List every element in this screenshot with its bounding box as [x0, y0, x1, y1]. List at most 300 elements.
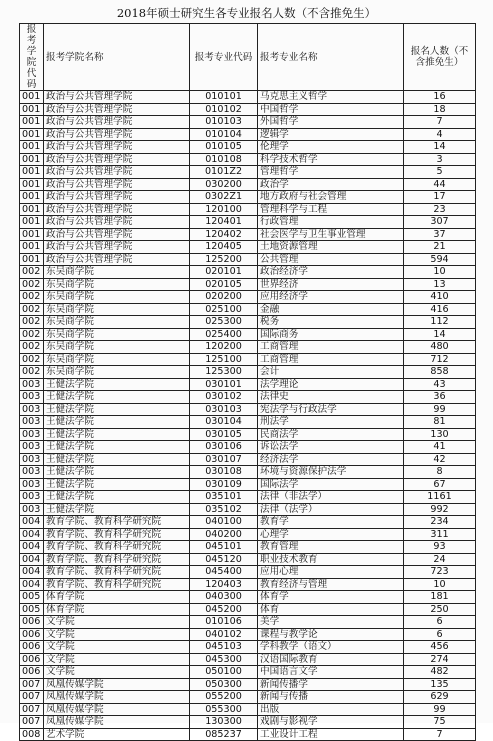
school-code-cell: 001: [20, 178, 44, 191]
major-name-cell: 诉讼法学: [258, 441, 404, 454]
school-name-cell: 政治与公共管理学院: [44, 216, 190, 229]
major-code-cell: 120200: [190, 341, 258, 354]
header-major-code: 报考专业代码: [190, 24, 258, 91]
count-cell: 93: [404, 541, 476, 554]
table-row: [20, 641, 476, 654]
school-code-cell: 005: [20, 603, 44, 616]
school-name-cell: 政治与公共管理学院: [44, 91, 190, 104]
count-cell: 10: [404, 578, 476, 591]
count-cell: 456: [404, 641, 476, 654]
school-code-cell: 003: [20, 478, 44, 491]
major-name-cell: 应用经济学: [258, 291, 404, 304]
table-row: [20, 453, 476, 466]
count-cell: 130: [404, 428, 476, 441]
school-code-cell: 006: [20, 653, 44, 666]
count-cell: 629: [404, 691, 476, 704]
count-cell: 67: [404, 478, 476, 491]
table-row: [20, 141, 476, 154]
school-name-cell: 东吴商学院: [44, 366, 190, 379]
major-name-cell: 金融: [258, 303, 404, 316]
major-name-cell: 国际法学: [258, 478, 404, 491]
count-cell: 24: [404, 553, 476, 566]
major-code-cell: 020105: [190, 278, 258, 291]
major-code-cell: 025400: [190, 328, 258, 341]
count-cell: 36: [404, 391, 476, 404]
school-name-cell: 政治与公共管理学院: [44, 116, 190, 129]
school-code-cell: 007: [20, 703, 44, 716]
major-code-cell: 010102: [190, 103, 258, 116]
major-name-cell: 新闻传播学: [258, 678, 404, 691]
count-cell: 181: [404, 591, 476, 604]
table-row: [20, 603, 476, 616]
school-code-cell: 004: [20, 528, 44, 541]
school-name-cell: 文学院: [44, 628, 190, 641]
count-cell: 99: [404, 403, 476, 416]
count-cell: 99: [404, 703, 476, 716]
count-cell: 4: [404, 128, 476, 141]
school-code-cell: 006: [20, 616, 44, 629]
school-code-cell: 004: [20, 541, 44, 554]
major-name-cell: 刑法学: [258, 416, 404, 429]
table-row: [20, 128, 476, 141]
school-code-cell: 004: [20, 578, 44, 591]
major-name-cell: 工业设计工程: [258, 728, 404, 741]
count-cell: 14: [404, 141, 476, 154]
school-name-cell: 王健法学院: [44, 503, 190, 516]
major-code-cell: 045120: [190, 553, 258, 566]
count-cell: 42: [404, 453, 476, 466]
table-row: [20, 503, 476, 516]
school-name-cell: 王健法学院: [44, 453, 190, 466]
major-code-cell: 010104: [190, 128, 258, 141]
major-name-cell: 逻辑学: [258, 128, 404, 141]
school-name-cell: 政治与公共管理学院: [44, 103, 190, 116]
school-code-cell: 001: [20, 91, 44, 104]
major-name-cell: 经济法学: [258, 453, 404, 466]
school-code-cell: 006: [20, 666, 44, 679]
major-name-cell: 民商法学: [258, 428, 404, 441]
major-code-cell: 125200: [190, 253, 258, 266]
school-name-cell: 王健法学院: [44, 478, 190, 491]
major-name-cell: 法律（非法学）: [258, 491, 404, 504]
major-name-cell: 政治经济学: [258, 266, 404, 279]
school-code-cell: 001: [20, 128, 44, 141]
major-name-cell: 会计: [258, 366, 404, 379]
major-code-cell: 125300: [190, 366, 258, 379]
school-name-cell: 东吴商学院: [44, 291, 190, 304]
count-cell: 712: [404, 353, 476, 366]
major-code-cell: 040300: [190, 591, 258, 604]
major-code-cell: 130300: [190, 716, 258, 729]
count-cell: 6: [404, 616, 476, 629]
school-code-cell: 001: [20, 216, 44, 229]
school-code-cell: 001: [20, 253, 44, 266]
school-name-cell: 教育学院、教育科学研究院: [44, 553, 190, 566]
count-cell: 6: [404, 628, 476, 641]
school-name-cell: 王健法学院: [44, 378, 190, 391]
school-name-cell: 东吴商学院: [44, 303, 190, 316]
table-row: [20, 178, 476, 191]
table-row: [20, 116, 476, 129]
school-code-cell: 003: [20, 491, 44, 504]
major-name-cell: 马克思主义哲学: [258, 91, 404, 104]
count-cell: 10: [404, 266, 476, 279]
school-code-cell: 002: [20, 266, 44, 279]
major-code-cell: 010103: [190, 116, 258, 129]
major-name-cell: 应用心理: [258, 566, 404, 579]
major-name-cell: 伦理学: [258, 141, 404, 154]
table-row: [20, 628, 476, 641]
major-code-cell: 030103: [190, 403, 258, 416]
school-name-cell: 教育学院、教育科学研究院: [44, 516, 190, 529]
count-cell: 75: [404, 716, 476, 729]
table-row: [20, 291, 476, 304]
major-name-cell: 体育: [258, 603, 404, 616]
school-code-cell: 002: [20, 341, 44, 354]
count-cell: 17: [404, 191, 476, 204]
count-cell: 307: [404, 216, 476, 229]
table-row: [20, 341, 476, 354]
table-row: [20, 228, 476, 241]
school-code-cell: 003: [20, 391, 44, 404]
table-row: [20, 428, 476, 441]
count-cell: 43: [404, 378, 476, 391]
major-name-cell: 工商管理: [258, 353, 404, 366]
major-name-cell: 外国哲学: [258, 116, 404, 129]
major-code-cell: 010105: [190, 141, 258, 154]
count-cell: 274: [404, 653, 476, 666]
count-cell: 723: [404, 566, 476, 579]
major-name-cell: 心理学: [258, 528, 404, 541]
school-name-cell: 东吴商学院: [44, 278, 190, 291]
school-name-cell: 政治与公共管理学院: [44, 153, 190, 166]
table-row: [20, 378, 476, 391]
school-code-cell: 003: [20, 453, 44, 466]
major-name-cell: 法律（法学）: [258, 503, 404, 516]
major-name-cell: 法律史: [258, 391, 404, 404]
count-cell: 1161: [404, 491, 476, 504]
major-name-cell: 环境与资源保护法学: [258, 466, 404, 479]
school-name-cell: 教育学院、教育科学研究院: [44, 578, 190, 591]
school-name-cell: 政治与公共管理学院: [44, 166, 190, 179]
count-cell: 311: [404, 528, 476, 541]
school-code-cell: 001: [20, 153, 44, 166]
school-code-cell: 001: [20, 241, 44, 254]
major-code-cell: 010101: [190, 91, 258, 104]
school-name-cell: 东吴商学院: [44, 341, 190, 354]
table-row: [20, 203, 476, 216]
school-name-cell: 政治与公共管理学院: [44, 191, 190, 204]
enrollment-table: [19, 23, 476, 741]
major-code-cell: 045103: [190, 641, 258, 654]
major-name-cell: 教育经济与管理: [258, 578, 404, 591]
major-code-cell: 020200: [190, 291, 258, 304]
school-name-cell: 政治与公共管理学院: [44, 228, 190, 241]
school-name-cell: 艺术学院: [44, 728, 190, 741]
major-code-cell: 020101: [190, 266, 258, 279]
major-code-cell: 125100: [190, 353, 258, 366]
header-major-name: 报考专业名称: [258, 24, 404, 91]
table-row: [20, 153, 476, 166]
major-code-cell: 030102: [190, 391, 258, 404]
school-code-cell: 001: [20, 103, 44, 116]
major-code-cell: 030106: [190, 441, 258, 454]
major-code-cell: 030101: [190, 378, 258, 391]
school-code-cell: 004: [20, 516, 44, 529]
major-name-cell: 体育学: [258, 591, 404, 604]
school-name-cell: 凤凰传媒学院: [44, 716, 190, 729]
major-name-cell: 法学理论: [258, 378, 404, 391]
major-code-cell: 0302Z1: [190, 191, 258, 204]
major-name-cell: 国际商务: [258, 328, 404, 341]
table-body: [20, 91, 476, 741]
table-row: [20, 616, 476, 629]
count-cell: 23: [404, 203, 476, 216]
table-row: [20, 403, 476, 416]
major-name-cell: 课程与教学论: [258, 628, 404, 641]
school-code-cell: 003: [20, 403, 44, 416]
table-row: [20, 541, 476, 554]
major-name-cell: 汉语国际教育: [258, 653, 404, 666]
count-cell: 21: [404, 241, 476, 254]
table-row: [20, 303, 476, 316]
school-name-cell: 教育学院、教育科学研究院: [44, 541, 190, 554]
school-code-cell: 006: [20, 641, 44, 654]
table-row: [20, 653, 476, 666]
table-row: [20, 353, 476, 366]
major-name-cell: 社会医学与卫生事业管理: [258, 228, 404, 241]
major-name-cell: 地方政府与社会管理: [258, 191, 404, 204]
table-row: [20, 466, 476, 479]
major-name-cell: 工商管理: [258, 341, 404, 354]
school-code-cell: 002: [20, 291, 44, 304]
table-row: [20, 103, 476, 116]
school-name-cell: 东吴商学院: [44, 316, 190, 329]
school-code-cell: 007: [20, 716, 44, 729]
count-cell: 7: [404, 728, 476, 741]
major-name-cell: 出版: [258, 703, 404, 716]
school-code-cell: 002: [20, 303, 44, 316]
table-row: [20, 316, 476, 329]
major-name-cell: 职业技术教育: [258, 553, 404, 566]
count-cell: 250: [404, 603, 476, 616]
major-code-cell: 120403: [190, 578, 258, 591]
school-name-cell: 政治与公共管理学院: [44, 128, 190, 141]
table-row: [20, 266, 476, 279]
school-name-cell: 东吴商学院: [44, 266, 190, 279]
major-name-cell: 教育管理: [258, 541, 404, 554]
school-name-cell: 王健法学院: [44, 428, 190, 441]
major-code-cell: 120100: [190, 203, 258, 216]
count-cell: 135: [404, 678, 476, 691]
school-name-cell: 东吴商学院: [44, 328, 190, 341]
major-code-cell: 010106: [190, 616, 258, 629]
table-row: [20, 666, 476, 679]
table-row: [20, 328, 476, 341]
school-code-cell: 002: [20, 278, 44, 291]
major-name-cell: 中国哲学: [258, 103, 404, 116]
table-row: [20, 478, 476, 491]
table-row: [20, 528, 476, 541]
school-name-cell: 体育学院: [44, 591, 190, 604]
table-row: [20, 253, 476, 266]
school-name-cell: 王健法学院: [44, 466, 190, 479]
school-code-cell: 001: [20, 228, 44, 241]
table-row: [20, 191, 476, 204]
major-code-cell: 055300: [190, 703, 258, 716]
major-code-cell: 045101: [190, 541, 258, 554]
school-name-cell: 王健法学院: [44, 391, 190, 404]
count-cell: 37: [404, 228, 476, 241]
count-cell: 5: [404, 166, 476, 179]
school-name-cell: 政治与公共管理学院: [44, 241, 190, 254]
table-row: [20, 703, 476, 716]
school-code-cell: 001: [20, 203, 44, 216]
major-code-cell: 120401: [190, 216, 258, 229]
school-name-cell: 政治与公共管理学院: [44, 253, 190, 266]
major-name-cell: 中国语言文学: [258, 666, 404, 679]
major-name-cell: 公共管理: [258, 253, 404, 266]
major-name-cell: 管理哲学: [258, 166, 404, 179]
major-code-cell: 030108: [190, 466, 258, 479]
count-cell: 18: [404, 103, 476, 116]
major-name-cell: 管理科学与工程: [258, 203, 404, 216]
school-code-cell: 007: [20, 691, 44, 704]
major-code-cell: 035101: [190, 491, 258, 504]
table-row: [20, 591, 476, 604]
count-cell: 44: [404, 178, 476, 191]
table-row: [20, 441, 476, 454]
table-row: [20, 691, 476, 704]
count-cell: 7: [404, 116, 476, 129]
school-name-cell: 王健法学院: [44, 403, 190, 416]
school-name-cell: 王健法学院: [44, 441, 190, 454]
table-row: [20, 91, 476, 104]
school-name-cell: 教育学院、教育科学研究院: [44, 528, 190, 541]
table-row: [20, 416, 476, 429]
major-code-cell: 030107: [190, 453, 258, 466]
school-code-cell: 003: [20, 503, 44, 516]
major-name-cell: 世界经济: [258, 278, 404, 291]
count-cell: 410: [404, 291, 476, 304]
school-name-cell: 教育学院、教育科学研究院: [44, 566, 190, 579]
major-code-cell: 030109: [190, 478, 258, 491]
school-code-cell: 003: [20, 378, 44, 391]
school-code-cell: 003: [20, 416, 44, 429]
table-row: [20, 566, 476, 579]
major-code-cell: 050100: [190, 666, 258, 679]
count-cell: 992: [404, 503, 476, 516]
school-code-cell: 003: [20, 466, 44, 479]
major-code-cell: 055200: [190, 691, 258, 704]
table-row: [20, 241, 476, 254]
major-code-cell: 045200: [190, 603, 258, 616]
school-name-cell: 文学院: [44, 641, 190, 654]
school-name-cell: 凤凰传媒学院: [44, 678, 190, 691]
table-row: [20, 578, 476, 591]
major-code-cell: 010108: [190, 153, 258, 166]
school-code-cell: 005: [20, 591, 44, 604]
school-code-cell: 003: [20, 428, 44, 441]
school-name-cell: 体育学院: [44, 603, 190, 616]
header-school-code: 报考学院代码: [20, 24, 44, 91]
count-cell: 416: [404, 303, 476, 316]
count-cell: 8: [404, 466, 476, 479]
school-code-cell: 006: [20, 628, 44, 641]
major-code-cell: 120405: [190, 241, 258, 254]
count-cell: 858: [404, 366, 476, 379]
count-cell: 594: [404, 253, 476, 266]
school-code-cell: 004: [20, 553, 44, 566]
school-name-cell: 政治与公共管理学院: [44, 141, 190, 154]
table-row: [20, 166, 476, 179]
count-cell: 480: [404, 341, 476, 354]
school-code-cell: 007: [20, 678, 44, 691]
school-name-cell: 文学院: [44, 666, 190, 679]
school-code-cell: 002: [20, 328, 44, 341]
major-name-cell: 美学: [258, 616, 404, 629]
major-name-cell: 学科教学（语文）: [258, 641, 404, 654]
count-cell: 16: [404, 91, 476, 104]
school-name-cell: 政治与公共管理学院: [44, 203, 190, 216]
school-name-cell: 政治与公共管理学院: [44, 178, 190, 191]
count-cell: 13: [404, 278, 476, 291]
school-name-cell: 王健法学院: [44, 491, 190, 504]
major-code-cell: 030105: [190, 428, 258, 441]
major-name-cell: 科学技术哲学: [258, 153, 404, 166]
school-code-cell: 001: [20, 191, 44, 204]
page-title: 2018年硕士研究生各专业报名人数（不含推免生）: [116, 6, 377, 20]
school-name-cell: 凤凰传媒学院: [44, 703, 190, 716]
count-cell: 234: [404, 516, 476, 529]
table-row: [20, 716, 476, 729]
table-row: [20, 553, 476, 566]
school-code-cell: 002: [20, 353, 44, 366]
count-cell: 14: [404, 328, 476, 341]
school-code-cell: 002: [20, 366, 44, 379]
table-header-row: [20, 24, 476, 91]
table-row: [20, 216, 476, 229]
count-cell: 41: [404, 441, 476, 454]
header-school-name: 报考学院名称: [44, 24, 190, 91]
school-name-cell: 文学院: [44, 653, 190, 666]
count-cell: 81: [404, 416, 476, 429]
school-code-cell: 008: [20, 728, 44, 741]
major-code-cell: 085237: [190, 728, 258, 741]
table-row: [20, 366, 476, 379]
school-name-cell: 凤凰传媒学院: [44, 691, 190, 704]
major-name-cell: 宪法学与行政法学: [258, 403, 404, 416]
table-row: [20, 278, 476, 291]
major-code-cell: 050300: [190, 678, 258, 691]
major-code-cell: 025300: [190, 316, 258, 329]
major-name-cell: 行政管理: [258, 216, 404, 229]
header-count: 报名人数（不含推免生）: [404, 24, 476, 91]
major-name-cell: 教育学: [258, 516, 404, 529]
school-code-cell: 003: [20, 441, 44, 454]
major-name-cell: 土地资源管理: [258, 241, 404, 254]
school-code-cell: 001: [20, 141, 44, 154]
major-name-cell: 政治学: [258, 178, 404, 191]
major-code-cell: 025100: [190, 303, 258, 316]
major-code-cell: 040200: [190, 528, 258, 541]
major-code-cell: 030104: [190, 416, 258, 429]
school-code-cell: 004: [20, 566, 44, 579]
major-name-cell: 税务: [258, 316, 404, 329]
count-cell: 482: [404, 666, 476, 679]
school-name-cell: 文学院: [44, 616, 190, 629]
table-row: [20, 391, 476, 404]
